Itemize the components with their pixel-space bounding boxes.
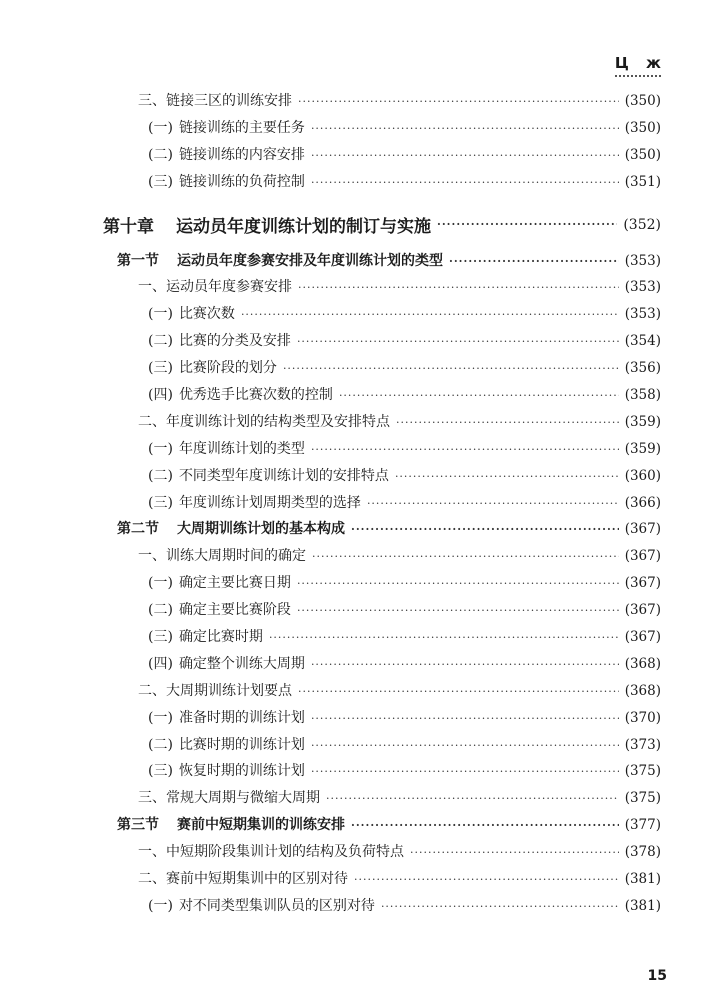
- toc-entry-number: (二): [148, 736, 173, 753]
- dot-leader: [283, 362, 619, 375]
- toc-entry-text: 确定整个训练大周期: [178, 655, 305, 672]
- toc-entry-number: (四): [148, 387, 173, 404]
- toc-entry[interactable]: [0, 895, 725, 922]
- page-number: 15: [647, 968, 667, 984]
- toc-entry-page: (367): [624, 575, 661, 592]
- toc-entry[interactable]: [0, 384, 725, 411]
- dot-leader: [395, 470, 619, 483]
- toc-entry-title: [148, 760, 305, 780]
- toc-entry-page: (359): [624, 440, 661, 457]
- dot-leader: [311, 122, 619, 135]
- toc-entry-title: [138, 787, 320, 807]
- dot-leader: [449, 255, 619, 268]
- toc-entry-text: 运动员年度训练计划的制订与实施: [176, 217, 431, 238]
- toc-entry[interactable]: [0, 572, 725, 599]
- toc-entry-text: 二、大周期训练计划要点: [138, 682, 292, 699]
- toc-entry-title: [148, 144, 305, 164]
- toc-entry-text: 优秀选手比赛次数的控制: [178, 387, 333, 404]
- dot-leader: [396, 416, 619, 429]
- toc-entry-text: 年度训练计划的类型: [178, 440, 305, 457]
- toc-entry-page: (367): [624, 548, 661, 565]
- dot-leader: [311, 765, 619, 778]
- toc-entry[interactable]: [0, 868, 725, 895]
- toc-entry[interactable]: [0, 465, 725, 492]
- dot-leader: [410, 846, 619, 859]
- toc-entry-number: 第一节: [117, 252, 159, 269]
- toc-entry-number: (一): [148, 119, 173, 136]
- toc-entry-number: (二): [148, 146, 173, 163]
- toc-entry-page: (375): [624, 763, 661, 780]
- toc-entry-title: [138, 841, 404, 861]
- dot-leader: [339, 389, 619, 402]
- toc-entry-page: (353): [624, 279, 661, 296]
- toc-entry-title: [148, 438, 305, 458]
- toc-entry-number: (一): [148, 575, 173, 592]
- toc-entry[interactable]: [0, 599, 725, 626]
- dot-leader: [351, 819, 619, 832]
- dot-leader: [311, 176, 619, 189]
- toc-entry-page: (366): [624, 494, 661, 511]
- toc-entry[interactable]: [0, 680, 725, 707]
- toc-entry-title: [148, 653, 305, 673]
- toc-entry-title: [148, 303, 235, 323]
- toc-entry-text: 一、中短期阶段集训计划的结构及负荷特点: [138, 844, 404, 861]
- toc-entry[interactable]: [0, 204, 725, 246]
- dot-leader: [298, 95, 619, 108]
- toc-entry[interactable]: [0, 357, 725, 384]
- toc-entry-text: 确定主要比赛日期: [178, 575, 291, 592]
- toc-entry-number: 第十章: [103, 217, 154, 238]
- dot-leader: [311, 658, 619, 671]
- toc-entry-text: 三、常规大周期与微缩大周期: [138, 790, 320, 807]
- toc-entry-title: [148, 357, 277, 377]
- toc-entry-page: (354): [624, 333, 661, 350]
- dot-leader: [297, 577, 619, 590]
- toc-entry-title: [148, 171, 305, 191]
- dot-leader: [298, 281, 619, 294]
- dot-leader: [311, 712, 619, 725]
- toc-entry[interactable]: [0, 545, 725, 572]
- toc-entry-text: 准备时期的训练计划: [178, 709, 305, 726]
- dot-leader: [297, 335, 619, 348]
- dot-leader: [311, 443, 619, 456]
- toc-entry-number: (二): [148, 333, 173, 350]
- toc-entry-page: (377): [624, 817, 661, 834]
- toc-entry[interactable]: [0, 653, 725, 680]
- toc-entry-page: (368): [624, 655, 661, 672]
- toc-entry-text: 赛前中短期集训的训练安排: [177, 817, 345, 834]
- toc-entry-page: (368): [624, 682, 661, 699]
- toc-entry-title: [138, 411, 390, 431]
- toc-entry-title: [148, 734, 305, 754]
- dot-leader: [269, 631, 619, 644]
- toc-entry-text: 确定主要比赛阶段: [178, 602, 291, 619]
- toc-entry-page: (350): [624, 146, 661, 163]
- toc-entry-title: [148, 572, 291, 592]
- toc-entry-page: (367): [624, 602, 661, 619]
- toc-entry-page: (381): [624, 871, 661, 888]
- toc-entry-number: (二): [148, 602, 173, 619]
- toc-entry[interactable]: [0, 117, 725, 144]
- toc-entry-text: 一、训练大周期时间的确定: [138, 548, 306, 565]
- toc-entry-text: 三、链接三区的训练安排: [138, 93, 292, 109]
- toc-entry-title: [138, 868, 348, 888]
- toc-entry[interactable]: [0, 250, 725, 277]
- toc-entry-page: (370): [624, 709, 661, 726]
- toc-entry[interactable]: [0, 734, 725, 761]
- dot-leader: [367, 497, 619, 510]
- toc-entry-text: 大周期训练计划的基本构成: [177, 521, 345, 538]
- toc-entry-text: 比赛时期的训练计划: [178, 736, 305, 753]
- toc-entry[interactable]: [0, 518, 725, 545]
- toc-entry-page: (353): [624, 252, 661, 269]
- toc-entry-title: [148, 330, 291, 350]
- dot-leader: [297, 604, 619, 617]
- toc-entry-page: (359): [624, 413, 661, 430]
- toc-entry-title: [138, 276, 292, 296]
- dot-leader: [354, 873, 619, 886]
- toc-entry[interactable]: [0, 276, 725, 303]
- dot-leader: [312, 550, 619, 563]
- toc-entry-text: 链接训练的内容安排: [178, 146, 305, 163]
- toc-entry-number: (三): [148, 173, 173, 190]
- toc-entry-page: (350): [624, 119, 661, 136]
- toc-entry-text: 链接训练的负荷控制: [178, 173, 305, 190]
- dot-leader: [351, 523, 619, 536]
- toc-entry-page: (360): [624, 467, 661, 484]
- toc-entry-title: [148, 599, 291, 619]
- toc-entry-number: (三): [148, 360, 173, 377]
- toc-entry-page: (373): [624, 736, 661, 753]
- toc-entry-text: 不同类型年度训练计划的安排特点: [178, 467, 389, 484]
- toc-entry[interactable]: [0, 90, 725, 117]
- toc-entry-text: 二、年度训练计划的结构类型及安排特点: [138, 413, 390, 430]
- toc-entry[interactable]: [0, 171, 725, 198]
- dot-leader: [381, 900, 619, 913]
- toc-entry-title: [148, 117, 305, 137]
- toc-entry[interactable]: [0, 841, 725, 868]
- toc-entry-title: [117, 518, 345, 538]
- toc-entry-title: [148, 492, 361, 512]
- toc-entry-text: 一、运动员年度参赛安排: [138, 279, 292, 296]
- toc-entry-page: (356): [624, 360, 661, 377]
- toc-entry-title: [103, 212, 431, 237]
- toc-entry-number: (一): [148, 897, 173, 914]
- toc-entry-text: 比赛的分类及安排: [178, 333, 291, 350]
- toc-entry[interactable]: [0, 814, 725, 841]
- toc-entry-page: (378): [624, 844, 661, 861]
- toc-entry-text: 比赛阶段的划分: [178, 360, 277, 377]
- toc-entry-title: [138, 680, 292, 700]
- dot-leader: [326, 792, 619, 805]
- toc-entry-title: [148, 384, 333, 404]
- toc-entry-page: (351): [624, 173, 661, 190]
- toc-entry[interactable]: [0, 411, 725, 438]
- toc-entry-number: (一): [148, 306, 173, 323]
- toc-entry-text: 链接训练的主要任务: [178, 119, 305, 136]
- dot-leader: [298, 685, 619, 698]
- toc-entry-text: 确定比赛时期: [178, 629, 263, 646]
- toc-entry-title: [138, 545, 306, 565]
- toc-entry-page: (375): [624, 790, 661, 807]
- toc-entry[interactable]: [0, 760, 725, 787]
- toc-entry-text: 年度训练计划周期类型的选择: [178, 494, 361, 511]
- toc-entry-title: [117, 814, 345, 834]
- toc-entry-number: (一): [148, 709, 173, 726]
- dot-leader: [437, 218, 617, 231]
- toc-entry[interactable]: [0, 707, 725, 734]
- toc-entry-number: 第二节: [117, 521, 159, 538]
- toc-entry[interactable]: [0, 492, 725, 519]
- dot-leader: [311, 739, 619, 752]
- toc-entry-number: (三): [148, 629, 173, 646]
- toc-entry-title: [148, 707, 305, 727]
- toc-entry-text: 比赛次数: [178, 306, 235, 323]
- toc-entry[interactable]: [0, 303, 725, 330]
- toc-entry-number: (二): [148, 467, 173, 484]
- toc-entry-number: (四): [148, 655, 173, 672]
- toc-entry-page: (353): [624, 306, 661, 323]
- toc-entry-text: 二、赛前中短期集训中的区别对待: [138, 871, 348, 888]
- toc-entry[interactable]: [0, 626, 725, 653]
- running-header-mark: Ц ж: [614, 54, 667, 72]
- toc-entry-title: [148, 465, 389, 485]
- toc-entry-page: (381): [624, 897, 661, 914]
- toc-entry-text: 对不同类型集训队员的区别对待: [178, 897, 375, 914]
- toc-entry-number: (三): [148, 494, 173, 511]
- toc-entry[interactable]: [0, 787, 725, 814]
- toc-entry-number: (一): [148, 440, 173, 457]
- toc-entry-title: [117, 250, 443, 270]
- toc-entry-page: (358): [624, 387, 661, 404]
- toc-entry-page: (352): [623, 216, 661, 233]
- toc-entry-title: [148, 895, 375, 915]
- toc-entry-page: (367): [624, 629, 661, 646]
- toc-entry-text: 运动员年度参赛安排及年度训练计划的类型: [177, 252, 443, 269]
- toc-entry-page: (350): [624, 93, 661, 109]
- toc-entry-title: [138, 90, 292, 110]
- toc-entry-number: 第三节: [117, 817, 159, 834]
- dot-leader: [311, 149, 619, 162]
- toc-entry-number: (三): [148, 763, 173, 780]
- toc-entry[interactable]: [0, 438, 725, 465]
- table-of-contents: [0, 90, 725, 922]
- toc-entry-title: [148, 626, 263, 646]
- toc-entry-page: (367): [624, 521, 661, 538]
- dot-leader: [241, 308, 619, 321]
- toc-entry[interactable]: [0, 330, 725, 357]
- toc-entry-text: 恢复时期的训练计划: [178, 763, 305, 780]
- toc-entry[interactable]: [0, 144, 725, 171]
